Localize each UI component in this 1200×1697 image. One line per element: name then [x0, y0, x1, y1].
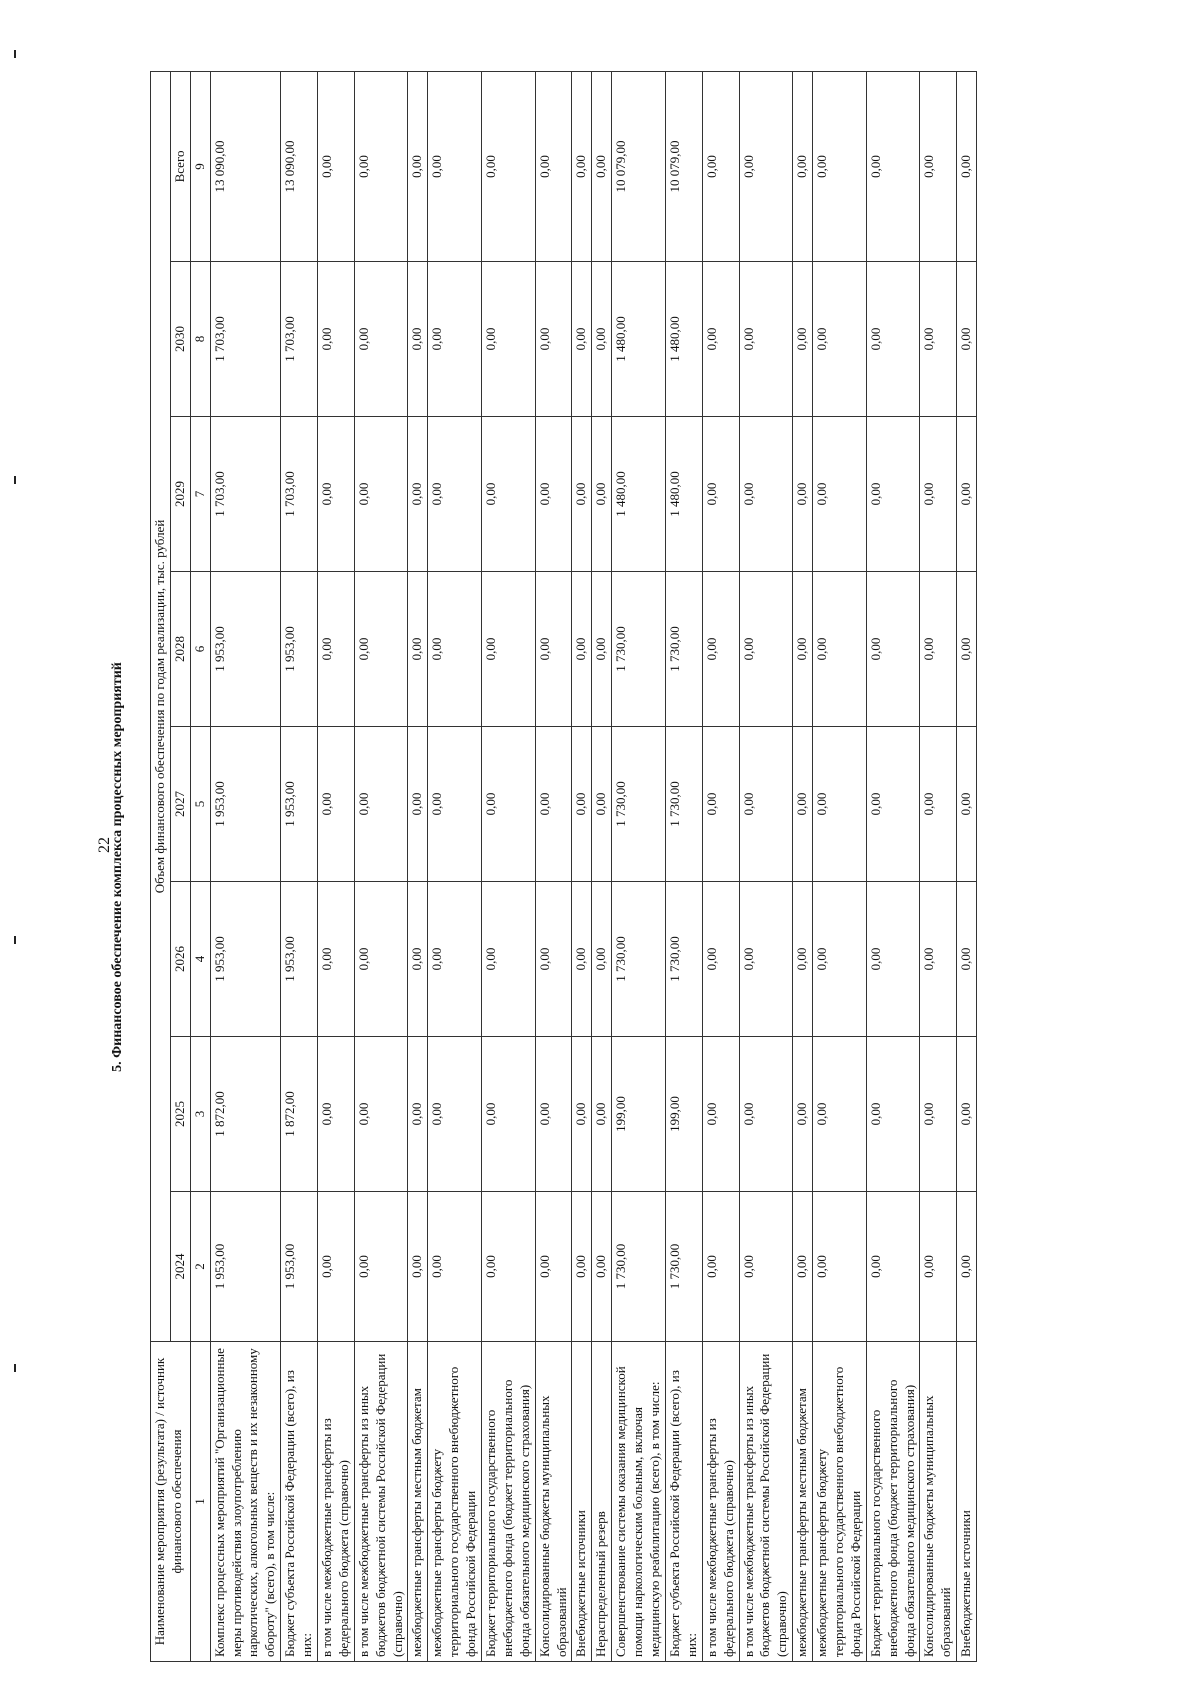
- header-year: 2028: [170, 572, 190, 727]
- row-value: 0,00: [813, 262, 867, 417]
- row-value: 0,00: [428, 1037, 482, 1192]
- table-header: [151, 71, 211, 1661]
- row-value: 0,00: [408, 71, 428, 261]
- row-value: 0,00: [354, 1037, 408, 1192]
- row-value: 1 872,00: [210, 1037, 281, 1192]
- row-value: 0,00: [408, 882, 428, 1037]
- row-name: межбюджетные трансферты бюджету территориального государственного внебюджетного фонда Российской Федерации: [428, 1342, 482, 1662]
- row-value: 0,00: [592, 71, 612, 261]
- row-value: 0,00: [920, 71, 957, 261]
- row-value: 0,00: [482, 262, 536, 417]
- header-column-number: 4: [190, 882, 210, 1037]
- row-value: 0,00: [793, 572, 813, 727]
- row-value: 1 953,00: [210, 1192, 281, 1342]
- row-value: 0,00: [592, 727, 612, 882]
- row-value: 0,00: [866, 727, 920, 882]
- row-value: 0,00: [866, 262, 920, 417]
- row-value: 0,00: [702, 262, 739, 417]
- row-value: 0,00: [482, 1192, 536, 1342]
- table-row: [482, 71, 536, 1661]
- row-value: 1 953,00: [281, 727, 318, 882]
- row-value: 0,00: [866, 1037, 920, 1192]
- row-value: 0,00: [813, 417, 867, 572]
- row-value: 0,00: [572, 262, 592, 417]
- row-value: 199,00: [612, 1037, 666, 1192]
- document-title: 5. Финансовое обеспечение комплекса процессных мероприятий: [110, 662, 125, 1072]
- row-value: 0,00: [957, 572, 977, 727]
- row-value: 0,00: [702, 417, 739, 572]
- row-value: 0,00: [428, 727, 482, 882]
- row-value: 0,00: [428, 882, 482, 1037]
- row-value: 0,00: [793, 1037, 813, 1192]
- table-body: [210, 71, 976, 1661]
- table-row: [793, 71, 813, 1661]
- row-value: 1 953,00: [210, 572, 281, 727]
- row-value: 0,00: [408, 417, 428, 572]
- row-value: 0,00: [739, 262, 793, 417]
- table-row: [957, 71, 977, 1661]
- row-value: 1 730,00: [665, 572, 702, 727]
- row-value: 0,00: [408, 262, 428, 417]
- row-value: 0,00: [920, 1192, 957, 1342]
- row-value: 0,00: [482, 417, 536, 572]
- scan-mark: [14, 476, 16, 484]
- page-number: 22: [96, 837, 113, 853]
- row-name: Консолидированные бюджеты муниципальных образований: [920, 1342, 957, 1662]
- row-value: 0,00: [957, 882, 977, 1037]
- row-value: 1 730,00: [612, 727, 666, 882]
- row-value: 1 703,00: [210, 262, 281, 417]
- row-value: 0,00: [354, 572, 408, 727]
- header-name-column: Наименование мероприятия (результата) / источник финансового обеспечения: [151, 1342, 191, 1662]
- row-name: межбюджетные трансферты бюджету территориального государственного внебюджетного фонда Российской Федерации: [813, 1342, 867, 1662]
- row-value: 0,00: [482, 727, 536, 882]
- row-value: 0,00: [408, 572, 428, 727]
- row-value: 0,00: [572, 417, 592, 572]
- row-value: 0,00: [920, 1037, 957, 1192]
- row-value: 0,00: [535, 1037, 572, 1192]
- row-value: 1 730,00: [612, 882, 666, 1037]
- row-value: 1 730,00: [665, 727, 702, 882]
- table-row: [428, 71, 482, 1661]
- row-name: Бюджет субъекта Российской Федерации (всего), из них:: [665, 1342, 702, 1662]
- row-value: 0,00: [354, 71, 408, 261]
- row-value: 0,00: [957, 71, 977, 261]
- row-value: 0,00: [535, 572, 572, 727]
- row-value: 1 730,00: [665, 882, 702, 1037]
- row-value: 0,00: [572, 71, 592, 261]
- row-value: 10 079,00: [665, 71, 702, 261]
- row-value: 0,00: [957, 1037, 977, 1192]
- row-value: 1 480,00: [665, 417, 702, 572]
- table-row: [354, 71, 408, 1661]
- row-value: 0,00: [592, 882, 612, 1037]
- row-value: 0,00: [354, 262, 408, 417]
- row-value: 1 480,00: [612, 417, 666, 572]
- header-year: 2024: [170, 1192, 190, 1342]
- row-value: 1 730,00: [612, 572, 666, 727]
- table-row: [281, 71, 318, 1661]
- row-value: 0,00: [866, 1192, 920, 1342]
- table-row: [592, 71, 612, 1661]
- row-value: 0,00: [318, 727, 355, 882]
- row-value: 1 953,00: [281, 572, 318, 727]
- table-row: [408, 71, 428, 1661]
- row-value: 0,00: [592, 262, 612, 417]
- row-name: Внебюджетные источники: [572, 1342, 592, 1662]
- row-value: 0,00: [739, 882, 793, 1037]
- row-value: 1 953,00: [281, 882, 318, 1037]
- row-value: 0,00: [813, 1037, 867, 1192]
- row-value: 0,00: [318, 882, 355, 1037]
- row-value: 0,00: [702, 71, 739, 261]
- header-year: 2025: [170, 1037, 190, 1192]
- rotated-page-content: [110, 72, 1070, 1662]
- row-value: 0,00: [572, 727, 592, 882]
- row-value: 0,00: [920, 572, 957, 727]
- header-column-number: 6: [190, 572, 210, 727]
- row-value: 0,00: [408, 1192, 428, 1342]
- row-value: 199,00: [665, 1037, 702, 1192]
- row-value: 0,00: [702, 572, 739, 727]
- header-year: 2030: [170, 262, 190, 417]
- row-name: Комплекс процессных мероприятий "Организационные меры противодействия злоупотреблению наркотических, алкогольных веществ и их незаконному обороту" (всего), в том числе:: [210, 1342, 281, 1662]
- row-value: 0,00: [535, 727, 572, 882]
- row-value: 1 480,00: [612, 262, 666, 417]
- row-value: 0,00: [482, 71, 536, 261]
- row-value: 0,00: [428, 417, 482, 572]
- row-value: 0,00: [813, 727, 867, 882]
- row-value: 0,00: [957, 262, 977, 417]
- row-value: 0,00: [920, 727, 957, 882]
- header-year: 2029: [170, 417, 190, 572]
- row-value: 0,00: [793, 71, 813, 261]
- row-value: 0,00: [318, 1192, 355, 1342]
- row-value: 0,00: [739, 71, 793, 261]
- row-value: 0,00: [535, 882, 572, 1037]
- row-value: 0,00: [354, 1192, 408, 1342]
- row-value: 1 872,00: [281, 1037, 318, 1192]
- row-value: 0,00: [739, 1037, 793, 1192]
- row-value: 0,00: [354, 727, 408, 882]
- row-name: в том числе межбюджетные трансферты из иных бюджетов бюджетной системы Российской Федерации (справочно): [739, 1342, 793, 1662]
- row-value: 1 703,00: [210, 417, 281, 572]
- table-row: [612, 71, 666, 1661]
- row-value: 0,00: [739, 417, 793, 572]
- header-column-number: 2: [190, 1192, 210, 1342]
- row-value: 1 703,00: [281, 417, 318, 572]
- row-value: 0,00: [739, 727, 793, 882]
- header-column-number: 3: [190, 1037, 210, 1192]
- row-value: 0,00: [702, 1037, 739, 1192]
- row-value: 0,00: [572, 572, 592, 727]
- row-value: 0,00: [793, 727, 813, 882]
- row-value: 0,00: [428, 262, 482, 417]
- row-name: межбюджетные трансферты местным бюджетам: [793, 1342, 813, 1662]
- row-name: межбюджетные трансферты местным бюджетам: [408, 1342, 428, 1662]
- row-value: 1 730,00: [665, 1192, 702, 1342]
- table-row: [535, 71, 572, 1661]
- row-value: 0,00: [793, 262, 813, 417]
- row-value: 0,00: [318, 262, 355, 417]
- row-name: Бюджет территориального государственного внебюджетного фонда (бюджет территориального фонда обязательного медицинского страхования): [866, 1342, 920, 1662]
- row-value: 0,00: [702, 882, 739, 1037]
- row-value: 0,00: [318, 572, 355, 727]
- row-value: 0,00: [428, 572, 482, 727]
- row-value: 0,00: [793, 417, 813, 572]
- row-value: 0,00: [592, 1192, 612, 1342]
- row-value: 0,00: [702, 1192, 739, 1342]
- row-value: 0,00: [793, 882, 813, 1037]
- row-value: 0,00: [318, 1037, 355, 1192]
- header-year: 2027: [170, 727, 190, 882]
- row-value: 0,00: [318, 71, 355, 261]
- row-name: Консолидированные бюджеты муниципальных образований: [535, 1342, 572, 1662]
- row-value: 13 090,00: [210, 71, 281, 261]
- row-value: 1 953,00: [210, 727, 281, 882]
- table-row: [920, 71, 957, 1661]
- row-name: в том числе межбюджетные трансферты из федерального бюджета (справочно): [318, 1342, 355, 1662]
- row-value: 1 703,00: [281, 262, 318, 417]
- row-value: 0,00: [408, 1037, 428, 1192]
- row-value: 0,00: [957, 417, 977, 572]
- row-value: 1 730,00: [612, 1192, 666, 1342]
- row-value: 10 079,00: [612, 71, 666, 261]
- row-value: 0,00: [592, 572, 612, 727]
- row-value: 0,00: [592, 1037, 612, 1192]
- row-value: 0,00: [535, 1192, 572, 1342]
- table-row: [318, 71, 355, 1661]
- scan-mark: [14, 50, 16, 58]
- row-value: 0,00: [813, 71, 867, 261]
- header-column-number: 1: [190, 1342, 210, 1662]
- table-row: [813, 71, 867, 1661]
- row-name: Бюджет субъекта Российской Федерации (всего), из них:: [281, 1342, 318, 1662]
- row-value: 0,00: [866, 882, 920, 1037]
- row-value: 0,00: [957, 1192, 977, 1342]
- header-column-number: 5: [190, 727, 210, 882]
- row-name: Совершенствование системы оказания медицинской помощи наркологическим больным, включая медицинскую реабилитацию (всего), в том числе:: [612, 1342, 666, 1662]
- table-row: [572, 71, 592, 1661]
- row-value: 0,00: [482, 1037, 536, 1192]
- row-value: 0,00: [428, 1192, 482, 1342]
- row-value: 0,00: [592, 417, 612, 572]
- row-value: 0,00: [957, 727, 977, 882]
- row-value: 0,00: [572, 882, 592, 1037]
- row-value: 0,00: [866, 71, 920, 261]
- row-value: 0,00: [920, 262, 957, 417]
- row-value: 0,00: [739, 1192, 793, 1342]
- row-value: 0,00: [535, 262, 572, 417]
- row-name: Внебюджетные источники: [957, 1342, 977, 1662]
- row-value: 0,00: [535, 417, 572, 572]
- row-value: 0,00: [813, 882, 867, 1037]
- row-value: 0,00: [354, 882, 408, 1037]
- row-value: 0,00: [866, 417, 920, 572]
- row-value: 0,00: [813, 1192, 867, 1342]
- row-value: 0,00: [866, 572, 920, 727]
- row-value: 0,00: [535, 71, 572, 261]
- table-row: [702, 71, 739, 1661]
- row-value: 0,00: [702, 727, 739, 882]
- row-name: в том числе межбюджетные трансферты из федерального бюджета (справочно): [702, 1342, 739, 1662]
- row-value: 0,00: [920, 417, 957, 572]
- header-year: Всего: [170, 71, 190, 261]
- row-value: 0,00: [572, 1037, 592, 1192]
- row-name: в том числе межбюджетные трансферты из иных бюджетов бюджетной системы Российской Федерации (справочно): [354, 1342, 408, 1662]
- row-value: 0,00: [920, 882, 957, 1037]
- table-row: [665, 71, 702, 1661]
- scan-mark: [14, 936, 16, 944]
- table-row: [210, 71, 281, 1661]
- header-year: 2026: [170, 882, 190, 1037]
- row-value: 0,00: [739, 572, 793, 727]
- row-value: 0,00: [813, 572, 867, 727]
- row-value: 0,00: [408, 727, 428, 882]
- financing-table: [150, 71, 977, 1662]
- row-value: 0,00: [318, 417, 355, 572]
- header-column-numbers-row: [190, 71, 210, 1661]
- row-value: 0,00: [793, 1192, 813, 1342]
- header-column-number: 7: [190, 417, 210, 572]
- row-value: 13 090,00: [281, 71, 318, 261]
- scan-mark: [14, 1364, 16, 1372]
- row-value: 1 480,00: [665, 262, 702, 417]
- header-column-number: 9: [190, 71, 210, 261]
- row-name: Нераспределенный резерв: [592, 1342, 612, 1662]
- row-value: 0,00: [482, 882, 536, 1037]
- row-value: 0,00: [572, 1192, 592, 1342]
- row-value: 1 953,00: [210, 882, 281, 1037]
- row-value: 0,00: [482, 572, 536, 727]
- row-value: 1 953,00: [281, 1192, 318, 1342]
- row-value: 0,00: [428, 71, 482, 261]
- header-volume-group: Объем финансового обеспечения по годам реализации, тыс. рублей: [151, 71, 171, 1341]
- table-row: [866, 71, 920, 1661]
- header-column-number: 8: [190, 262, 210, 417]
- row-name: Бюджет территориального государственного внебюджетного фонда (бюджет территориального фонда обязательного медицинского страхования): [482, 1342, 536, 1662]
- row-value: 0,00: [354, 417, 408, 572]
- table-row: [739, 71, 793, 1661]
